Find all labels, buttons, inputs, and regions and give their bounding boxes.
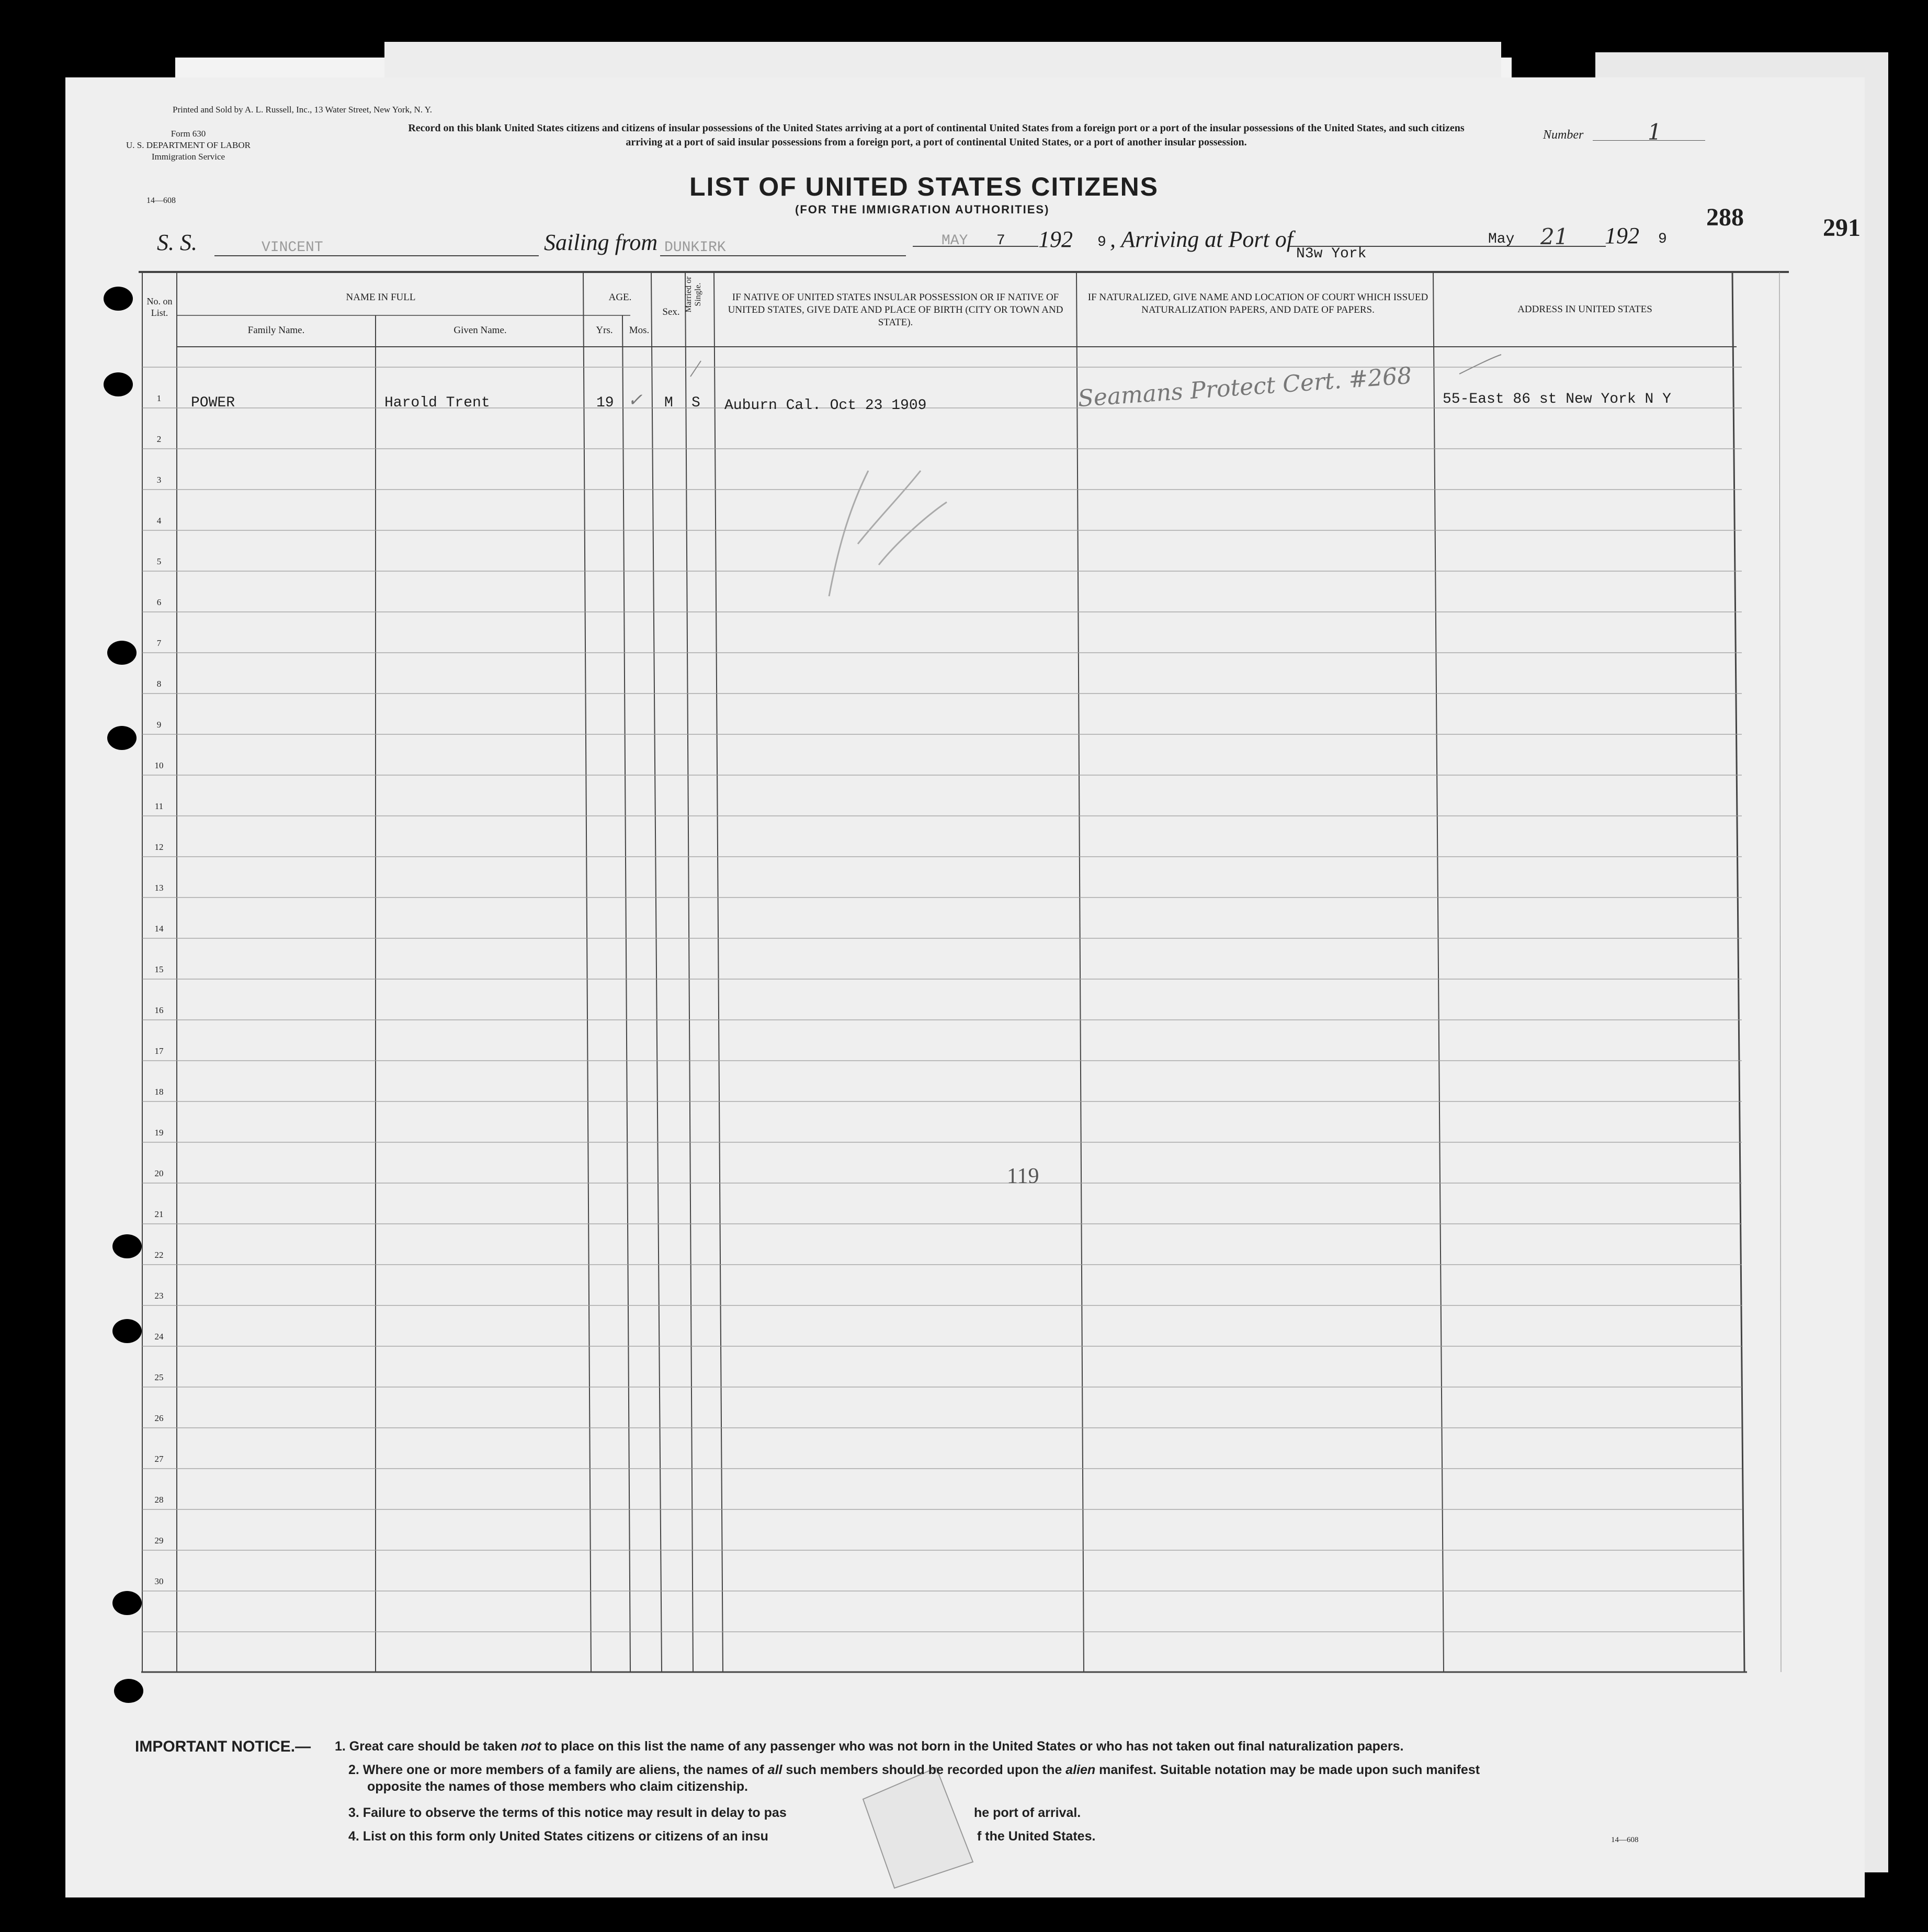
col-family-header: Family Name. (247, 325, 305, 336)
notice-item-4-end: f the United States. (977, 1829, 1096, 1844)
col-name-header: NAME IN FULL (346, 292, 416, 303)
row-number: 4 (156, 516, 162, 526)
punch-hole (112, 1234, 142, 1258)
arrive-year-digit: 9 (1658, 231, 1667, 247)
arrive-day: 21 (1540, 224, 1569, 249)
row-number: 30 (154, 1576, 164, 1586)
row-number: 23 (154, 1291, 164, 1301)
row-number: 12 (154, 842, 164, 852)
entry-check-mark: ✓ (628, 390, 643, 411)
page-stamp: 288 (1706, 203, 1744, 231)
row-number: 3 (156, 475, 162, 485)
col-sex-header: Sex. (662, 306, 680, 317)
depart-year-digit: 9 (1097, 234, 1106, 251)
form-code-bottom: 14—608 (1611, 1836, 1639, 1844)
arrive-month: May (1488, 231, 1515, 247)
service: Immigration Service (151, 152, 225, 162)
punch-hole (114, 1679, 143, 1703)
printer-line: Printed and Sold by A. L. Russell, Inc., 13 Water Street, New York, N. Y. (173, 105, 433, 115)
row-number: 17 (154, 1046, 164, 1056)
col-naturalized-header: IF NATURALIZED, GIVE NAME AND LOCATION OF COURT WHICH ISSUED NATURALIZATION PAPERS, AND DATE OF PAPERS. (1087, 292, 1428, 315)
col-no-header: No. on List. (146, 296, 173, 318)
col-age-header: AGE. (608, 292, 632, 303)
row-number: 16 (154, 1005, 164, 1015)
row-number: 9 (156, 720, 162, 730)
entry-given-name: Harold Trent (384, 395, 490, 411)
notice-item-2-continued: opposite the names of those members who claim citizenship. (367, 1779, 748, 1794)
entry-birth: Auburn Cal. Oct 23 1909 (724, 397, 927, 414)
row-number: 29 (154, 1536, 164, 1545)
ship-name: VINCENT (262, 240, 323, 256)
entry-family-name: POWER (191, 395, 235, 411)
row-number: 18 (154, 1087, 164, 1097)
col-address-header: ADDRESS IN UNITED STATES (1517, 304, 1652, 315)
row-number: 11 (154, 801, 164, 811)
depart-year-prefix: 192 (1038, 226, 1073, 252)
notice-item-3: 3. Failure to observe the terms of this notice may result in delay to pas (348, 1805, 787, 1820)
entry-sex: M (664, 395, 673, 411)
page-title: LIST OF UNITED STATES CITIZENS (689, 172, 1159, 201)
row-number: 26 (154, 1413, 164, 1423)
col-native-header: IF NATIVE OF UNITED STATES INSULAR POSSESSION OR IF NATIVE OF UNITED STATES, GIVE DATE AND PLACE OF BIRTH (CITY OR TOWN AND STATE). (728, 292, 1063, 328)
number-value: 1 (1648, 119, 1662, 145)
entry-address: 55-East 86 st New York N Y (1443, 391, 1671, 407)
record-instructions: Record on this blank United States citizens and citizens of insular possessions of the United States arriving at a port of continental United States from a foreign port or a port of the insular possessions of the United States, and such citizens arriving at a port of said insular possessions from a foreign port, a port of continental United States, or a port of another insular possession. (408, 122, 1465, 148)
entry-age-years: 19 (596, 395, 614, 411)
number-label: Number (1543, 128, 1584, 142)
row-number: 28 (154, 1495, 164, 1505)
depart-month: MAY (942, 233, 968, 249)
row-number: 20 (154, 1168, 164, 1178)
department: U. S. DEPARTMENT OF LABOR (126, 140, 251, 150)
row-number: 10 (154, 760, 164, 770)
row-number: 7 (156, 638, 162, 648)
col-given-header: Given Name. (453, 325, 507, 336)
punch-hole (112, 1591, 142, 1615)
row-number: 27 (154, 1454, 164, 1464)
row-number: 15 (154, 964, 164, 974)
depart-day: 7 (996, 233, 1005, 249)
row-number: 19 (154, 1128, 164, 1138)
row-number: 2 (156, 434, 162, 444)
page-subtitle: (FOR THE IMMIGRATION AUTHORITIES) (795, 203, 1050, 216)
row-number: 14 (154, 924, 164, 934)
notice-heading: IMPORTANT NOTICE.— (135, 1738, 311, 1755)
punch-hole (104, 372, 133, 396)
row-number: 5 (156, 556, 162, 566)
notice-item-1: 1. Great care should be taken not to place on this list the name of any passenger who was not born in the United States or who has not taken out final naturalization papers. (335, 1739, 1404, 1754)
punch-hole (112, 1319, 142, 1343)
form-code: 14—608 (146, 196, 176, 205)
notice-item-2: 2. Where one or more members of a family are aliens, the names of all such members should be recorded upon the alien manifest. Suitable notation may be made upon such manifest (348, 1763, 1480, 1777)
punch-hole (107, 726, 137, 750)
row-number: 1 (156, 393, 162, 403)
row-number: 21 (154, 1209, 164, 1219)
col-mos-header: Mos. (629, 325, 650, 336)
form-number: Form 630 (171, 129, 206, 139)
col-yrs-header: Yrs. (596, 325, 613, 336)
stamp-119: 119 (1007, 1164, 1039, 1188)
entry-married: S (691, 395, 700, 411)
row-number: 25 (154, 1372, 164, 1382)
punch-hole (107, 641, 137, 665)
notice-item-4: 4. List on this form only United States citizens or citizens of an insu (348, 1829, 768, 1844)
notice-item-3-end: he port of arrival. (974, 1805, 1081, 1820)
punch-hole (104, 287, 133, 311)
arrival-port: N3w York (1296, 246, 1367, 262)
col-married-header: Married or Single. (684, 276, 702, 313)
row-number: 8 (156, 679, 162, 689)
from-port: DUNKIRK (664, 240, 726, 256)
entry-naturalized: Seamans Protect Cert. #268 (1077, 362, 1413, 413)
row-number: 6 (156, 597, 162, 607)
arrive-year-prefix: 192 (1605, 223, 1639, 248)
ss-label: S. S. (157, 230, 197, 255)
arriving-label: , Arriving at Port of (1110, 226, 1293, 252)
page-stamp-2: 291 (1823, 214, 1861, 242)
row-number: 13 (154, 883, 164, 893)
sailing-from-label: Sailing from (544, 230, 658, 255)
row-number: 22 (154, 1250, 164, 1260)
row-number: 24 (154, 1332, 164, 1342)
